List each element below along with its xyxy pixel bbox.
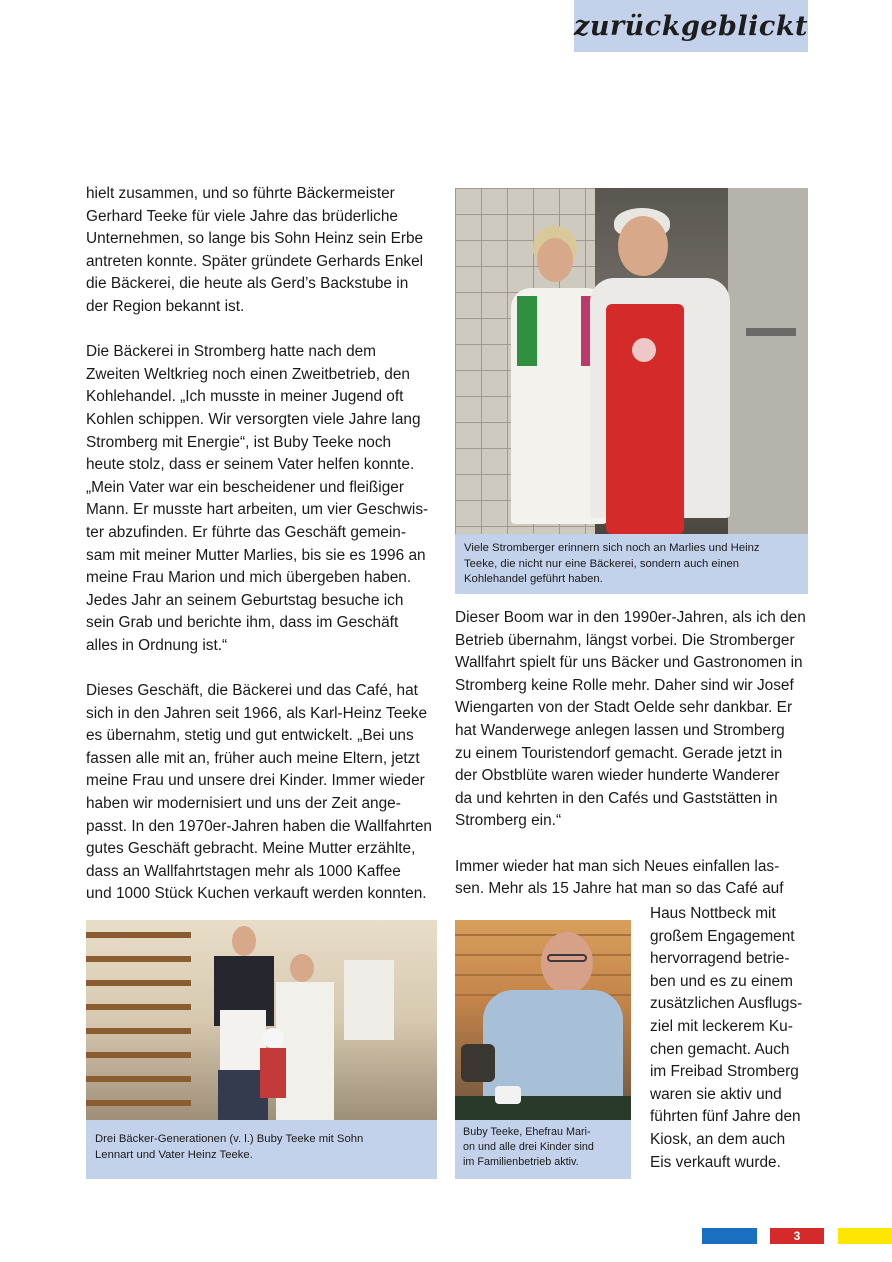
text-line: hat Wanderwege anlegen lassen und Stromberg [455,721,785,739]
text-line: sen. Mehr als 15 Jahre hat man so das Café auf [455,880,784,898]
text-column-left [86,183,438,906]
text-line: Stromberg ein.“ [455,812,562,830]
text-line: Wiengarten von der Stadt Oelde sehr dankbar. Er [455,699,793,717]
text-line: zusätzlichen Ausflugs- [650,995,803,1013]
text-line: Kiosk, an dem auch [650,1130,786,1148]
text-line: sich in den Jahren seit 1966, als Karl-Heinz Teeke [86,704,428,722]
text-line: haben wir modernisiert und uns der Zeit ange- [86,795,401,813]
text-line: führten fünf Jahre den [650,1108,801,1126]
photo1-caption: Viele Stromberger erinnern sich noch an Marlies und Heinz Teeke, die nicht nur eine Bäckerei, sondern auch einen Kohlehandel geführt haben. [455,534,808,594]
text-line: Die Bäckerei in Stromberg hatte nach dem [86,343,377,361]
photo-three-generations [86,920,437,1120]
text-line: sam mit meiner Mutter Marlies, bis sie es 1996 an [86,546,426,564]
text-line: die Bäckerei, die heute als Gerd’s Backstube in [86,275,409,293]
photo-marlies-heinz [455,188,808,534]
text-line: Betrieb übernahm, längst vorbei. Die Stromberger [455,631,795,649]
text-line: passt. In den 1970er-Jahren haben die Wallfahrten [86,817,432,835]
text-line: meine Frau Marion und mich übergeben haben. [86,569,412,587]
page-number: 3 [770,1228,824,1244]
text-line: sein Grab und berichte ihm, dass im Geschäft [86,614,399,632]
text-line: dass an Wallfahrtstagen mehr als 1000 Kaffee [86,862,401,880]
paragraph [86,183,438,319]
text-line: Gerhard Teeke für viele Jahre das brüderliche [86,207,398,225]
text-line: Unternehmen, so lange bis Sohn Heinz sein Erbe [86,230,424,248]
text-line: Kohlen schippen. Wir versorgten viele Jahre lang [86,410,421,428]
footer-bar-yellow [838,1228,892,1244]
section-title: zurückgeblickt [573,10,809,42]
paragraph [455,607,811,833]
text-line: fassen alle mit an, früher auch meine Eltern, jetzt [86,749,420,767]
text-line: im Freibad Stromberg [650,1063,799,1081]
text-line: ter abzufinden. Er führte das Geschäft gemein- [86,523,406,541]
text-line: der Region bekannt ist. [86,297,245,315]
text-line: Zweiten Weltkrieg noch einen Zweitbetrieb, den [86,365,410,383]
text-line: Dieses Geschäft, die Bäckerei und das Café, hat [86,682,418,700]
paragraph [650,903,810,1174]
text-line: heute stolz, dass er seinem Vater helfen konnte. [86,456,415,474]
paragraph [86,341,438,657]
text-line: meine Frau und unsere drei Kinder. Immer wieder [86,772,425,790]
text-line: zu einem Touristendorf gemacht. Gerade jetzt in [455,744,783,762]
text-line: Mann. Er musste hart arbeiten, um vier Geschwis- [86,501,429,519]
text-line: Kohlehandel. „Ich musste in meiner Jugend oft [86,388,404,406]
text-line: der Obstblüte waren wieder hunderte Wanderer [455,767,780,785]
text-line: Stromberg mit Energie“, ist Buby Teeke noch [86,433,392,451]
text-line: hielt zusammen, und so führte Bäckermeister [86,185,395,202]
text-line: Jedes Jahr an seinem Geburtstag besuche ich [86,591,404,609]
text-column-right-narrow [650,903,810,1174]
text-line: antreten konnte. Später gründete Gerhards Enkel [86,252,424,270]
footer-bar-blue [702,1228,757,1244]
text-line: alles in Ordnung ist.“ [86,636,228,654]
text-line: es übernahm, stetig und gut entwickelt. „Bei uns [86,727,414,745]
text-column-right [455,607,811,901]
paragraph [455,856,811,901]
text-line: Wallfahrt spielt für uns Bäcker und Gastronomen in [455,654,803,672]
text-line: Immer wieder hat man sich Neues einfallen las- [455,857,780,875]
photo-buby-teeke [455,920,631,1120]
text-line: Stromberg keine Rolle mehr. Daher sind wir Josef [455,676,794,694]
text-line: großem Engagement [650,927,795,945]
section-tab [574,0,808,52]
text-line: „Mein Vater war ein bescheidener und fleißiger [86,478,404,496]
paragraph [86,680,438,906]
text-line: ben und es zu einem [650,972,793,990]
photo3-caption: Buby Teeke, Ehefrau Mari- on und alle drei Kinder sind im Familienbetrieb aktiv. [455,1120,631,1179]
text-line: gutes Geschäft gebracht. Meine Mutter erzählte, [86,840,416,858]
text-line: Dieser Boom war in den 1990er-Jahren, als ich den [455,609,806,626]
photo2-caption: Drei Bäcker-Generationen (v. l.) Buby Teeke mit Sohn Lennart und Vater Heinz Teeke. [86,1120,437,1179]
text-line: ziel mit leckerem Ku- [650,1017,793,1035]
text-line: waren sie aktiv und [650,1085,782,1103]
text-line: hervorragend betrie- [650,950,790,968]
text-line: Haus Nottbeck mit [650,905,776,922]
text-line: und 1000 Stück Kuchen verkauft werden konnten. [86,885,427,903]
text-line: chen gemacht. Auch [650,1040,790,1058]
text-line: da und kehrten in den Cafés und Gaststätten in [455,789,778,807]
text-line: Eis verkauft wurde. [650,1153,781,1171]
